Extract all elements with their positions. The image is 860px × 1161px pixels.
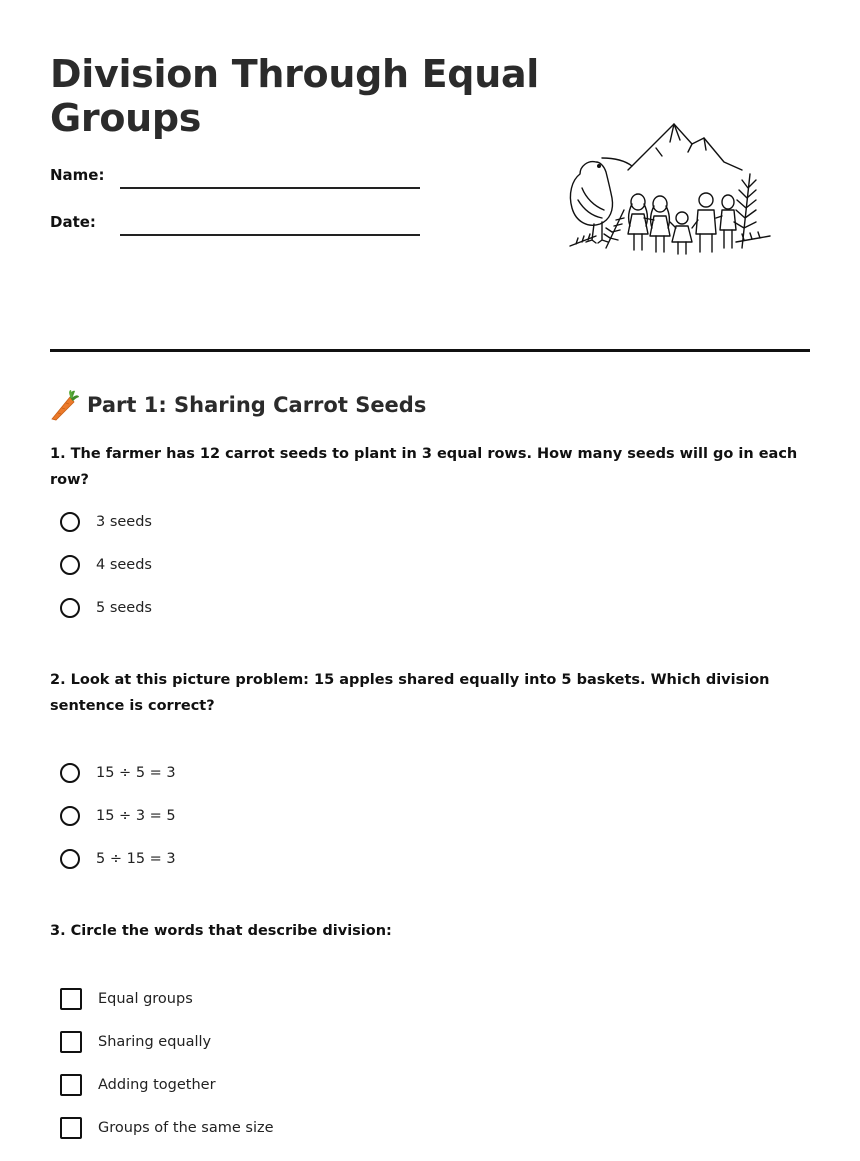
checkbox[interactable] [60, 1031, 82, 1053]
q3-option-d[interactable] [60, 1115, 274, 1141]
option-label: Adding together [98, 1077, 216, 1093]
q3-option-b[interactable] [60, 1029, 211, 1055]
option-label: Groups of the same size [98, 1120, 274, 1136]
radio-button[interactable] [60, 555, 80, 575]
checkbox[interactable] [60, 1074, 82, 1096]
option-label: 15 ÷ 5 = 3 [96, 765, 176, 781]
question-2-text: 2. Look at this picture problem: 15 apples shared equally into 5 baskets. Which division sentence is correct? [50, 672, 770, 714]
q2-option-b[interactable] [60, 803, 176, 829]
q3-option-c[interactable] [60, 1072, 216, 1098]
name-label: Name: [50, 166, 105, 184]
name-field[interactable] [120, 187, 420, 189]
radio-button[interactable] [60, 512, 80, 532]
radio-button[interactable] [60, 806, 80, 826]
carrot-icon [50, 389, 80, 421]
radio-button[interactable] [60, 849, 80, 869]
worksheet-title: Division Through Equal Groups [50, 52, 540, 140]
q1-option-c[interactable] [60, 595, 152, 621]
q3-option-a[interactable] [60, 986, 193, 1012]
date-field[interactable] [120, 234, 420, 236]
radio-button[interactable] [60, 763, 80, 783]
q2-option-a[interactable] [60, 760, 176, 786]
checkbox[interactable] [60, 988, 82, 1010]
q1-option-b[interactable] [60, 552, 152, 578]
option-label: 4 seeds [96, 557, 152, 573]
section-divider [50, 349, 810, 352]
option-label: 3 seeds [96, 514, 152, 530]
option-label: 5 seeds [96, 600, 152, 616]
date-label: Date: [50, 213, 96, 231]
section-1-header [50, 388, 426, 422]
checkbox[interactable] [60, 1117, 82, 1139]
kiwi-bird-mountain-children-illustration [566, 118, 776, 260]
question-3-text: 3. Circle the words that describe division: [50, 923, 392, 939]
option-label: Sharing equally [98, 1034, 212, 1050]
option-label: Equal groups [98, 991, 193, 1007]
option-label: 15 ÷ 3 = 5 [96, 808, 176, 824]
option-label: 5 ÷ 15 = 3 [96, 851, 176, 867]
section-1-title: Part 1: Sharing Carrot Seeds [87, 393, 427, 417]
q2-option-c[interactable] [60, 846, 176, 872]
question-1-text: 1. The farmer has 12 carrot seeds to plant in 3 equal rows. How many seeds will go in each row? [50, 446, 798, 488]
radio-button[interactable] [60, 598, 80, 618]
q1-option-a[interactable] [60, 509, 152, 535]
